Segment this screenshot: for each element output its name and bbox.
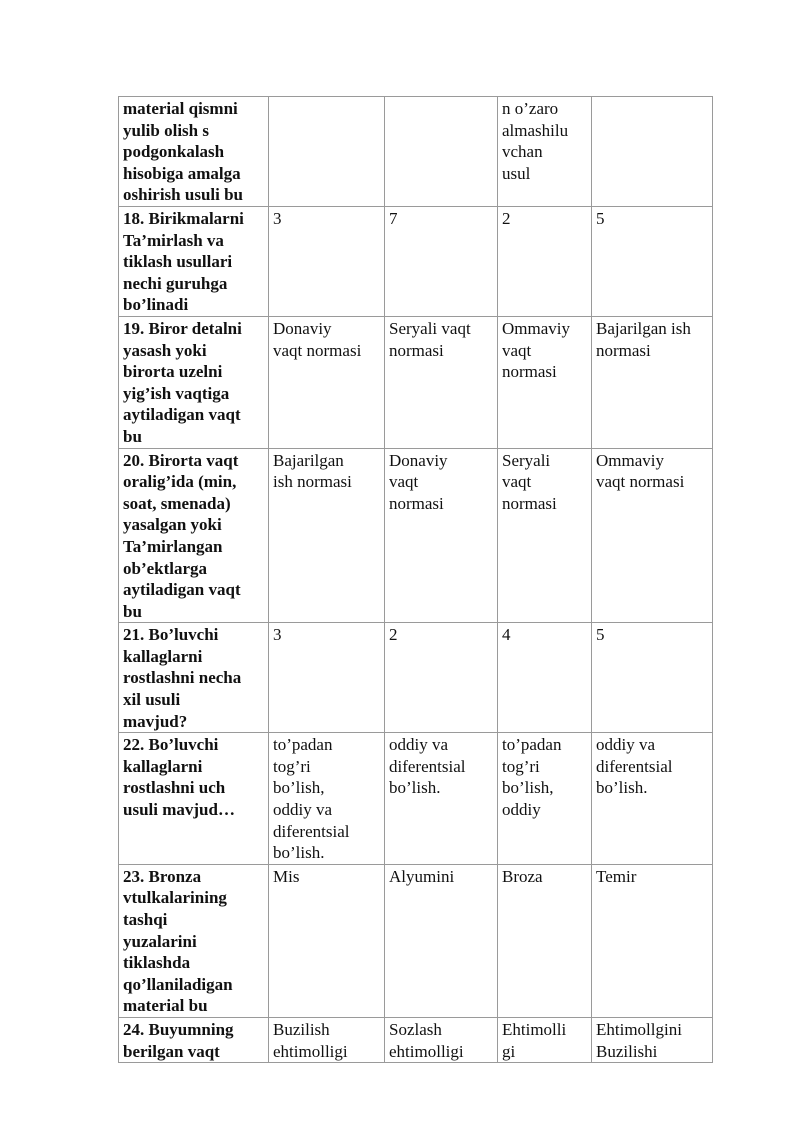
answer-cell-b: 2 xyxy=(385,623,498,733)
answer-cell-c: Seryali vaqt normasi xyxy=(498,448,592,623)
table-row xyxy=(119,1017,713,1062)
answer-cell-d: Ehtimollgini Buzilishi xyxy=(592,1017,713,1062)
answer-cell-b: Alyumini xyxy=(385,864,498,1017)
answer-cell-a: Buzilish ehtimolligi xyxy=(269,1017,385,1062)
answer-cell-c: 2 xyxy=(498,207,592,317)
answer-cell-a: Mis xyxy=(269,864,385,1017)
table-row xyxy=(119,623,713,733)
answer-cell-a xyxy=(269,97,385,207)
answer-cell-c: Ehtimolli gi xyxy=(498,1017,592,1062)
answer-cell-d: 5 xyxy=(592,207,713,317)
table-row xyxy=(119,207,713,317)
answer-cell-b: Seryali vaqt normasi xyxy=(385,316,498,448)
table-row xyxy=(119,97,713,207)
answer-cell-c: to’padan tog’ri bo’lish, oddiy xyxy=(498,733,592,865)
table-row xyxy=(119,448,713,623)
table-row xyxy=(119,864,713,1017)
question-cell: 22. Bo’luvchi kallaglarni rostlashni uch usuli mavjud… xyxy=(119,733,269,865)
table-row xyxy=(119,733,713,865)
answer-cell-a: Bajarilgan ish normasi xyxy=(269,448,385,623)
answer-cell-a: to’padan tog’ri bo’lish, oddiy va diferentsial bo’lish. xyxy=(269,733,385,865)
quiz-table xyxy=(118,96,713,1063)
answer-cell-c: n o’zaro almashilu vchan usul xyxy=(498,97,592,207)
answer-cell-a: 3 xyxy=(269,207,385,317)
answer-cell-d: oddiy va diferentsial bo’lish. xyxy=(592,733,713,865)
question-cell: 18. Birikmalarni Ta’mirlash va tiklash usullari nechi guruhga bo’linadi xyxy=(119,207,269,317)
answer-cell-d: Ommaviy vaqt normasi xyxy=(592,448,713,623)
answer-cell-b: Donaviy vaqt normasi xyxy=(385,448,498,623)
table-row xyxy=(119,316,713,448)
answer-cell-d: 5 xyxy=(592,623,713,733)
answer-cell-d: Temir xyxy=(592,864,713,1017)
question-cell: material qismni yulib olish s podgonkalash hisobiga amalga oshirish usuli bu xyxy=(119,97,269,207)
question-cell: 21. Bo’luvchi kallaglarni rostlashni necha xil usuli mavjud? xyxy=(119,623,269,733)
answer-cell-b: oddiy va diferentsial bo’lish. xyxy=(385,733,498,865)
answer-cell-c: Ommaviy vaqt normasi xyxy=(498,316,592,448)
answer-cell-c: 4 xyxy=(498,623,592,733)
answer-cell-b: 7 xyxy=(385,207,498,317)
question-cell: 19. Biror detalni yasash yoki birorta uzelni yig’ish vaqtiga aytiladigan vaqt bu xyxy=(119,316,269,448)
answer-cell-a: Donaviy vaqt normasi xyxy=(269,316,385,448)
answer-cell-c: Broza xyxy=(498,864,592,1017)
question-cell: 20. Birorta vaqt oralig’ida (min, soat, smenada) yasalgan yoki Ta’mirlangan ob’ektlarga aytiladigan vaqt bu xyxy=(119,448,269,623)
quiz-table-body xyxy=(119,97,713,1063)
answer-cell-b xyxy=(385,97,498,207)
answer-cell-d xyxy=(592,97,713,207)
question-cell: 23. Bronza vtulkalarining tashqi yuzalarini tiklashda qo’llaniladigan material bu xyxy=(119,864,269,1017)
answer-cell-a: 3 xyxy=(269,623,385,733)
answer-cell-b: Sozlash ehtimolligi xyxy=(385,1017,498,1062)
answer-cell-d: Bajarilgan ish normasi xyxy=(592,316,713,448)
question-cell: 24. Buyumning berilgan vaqt xyxy=(119,1017,269,1062)
